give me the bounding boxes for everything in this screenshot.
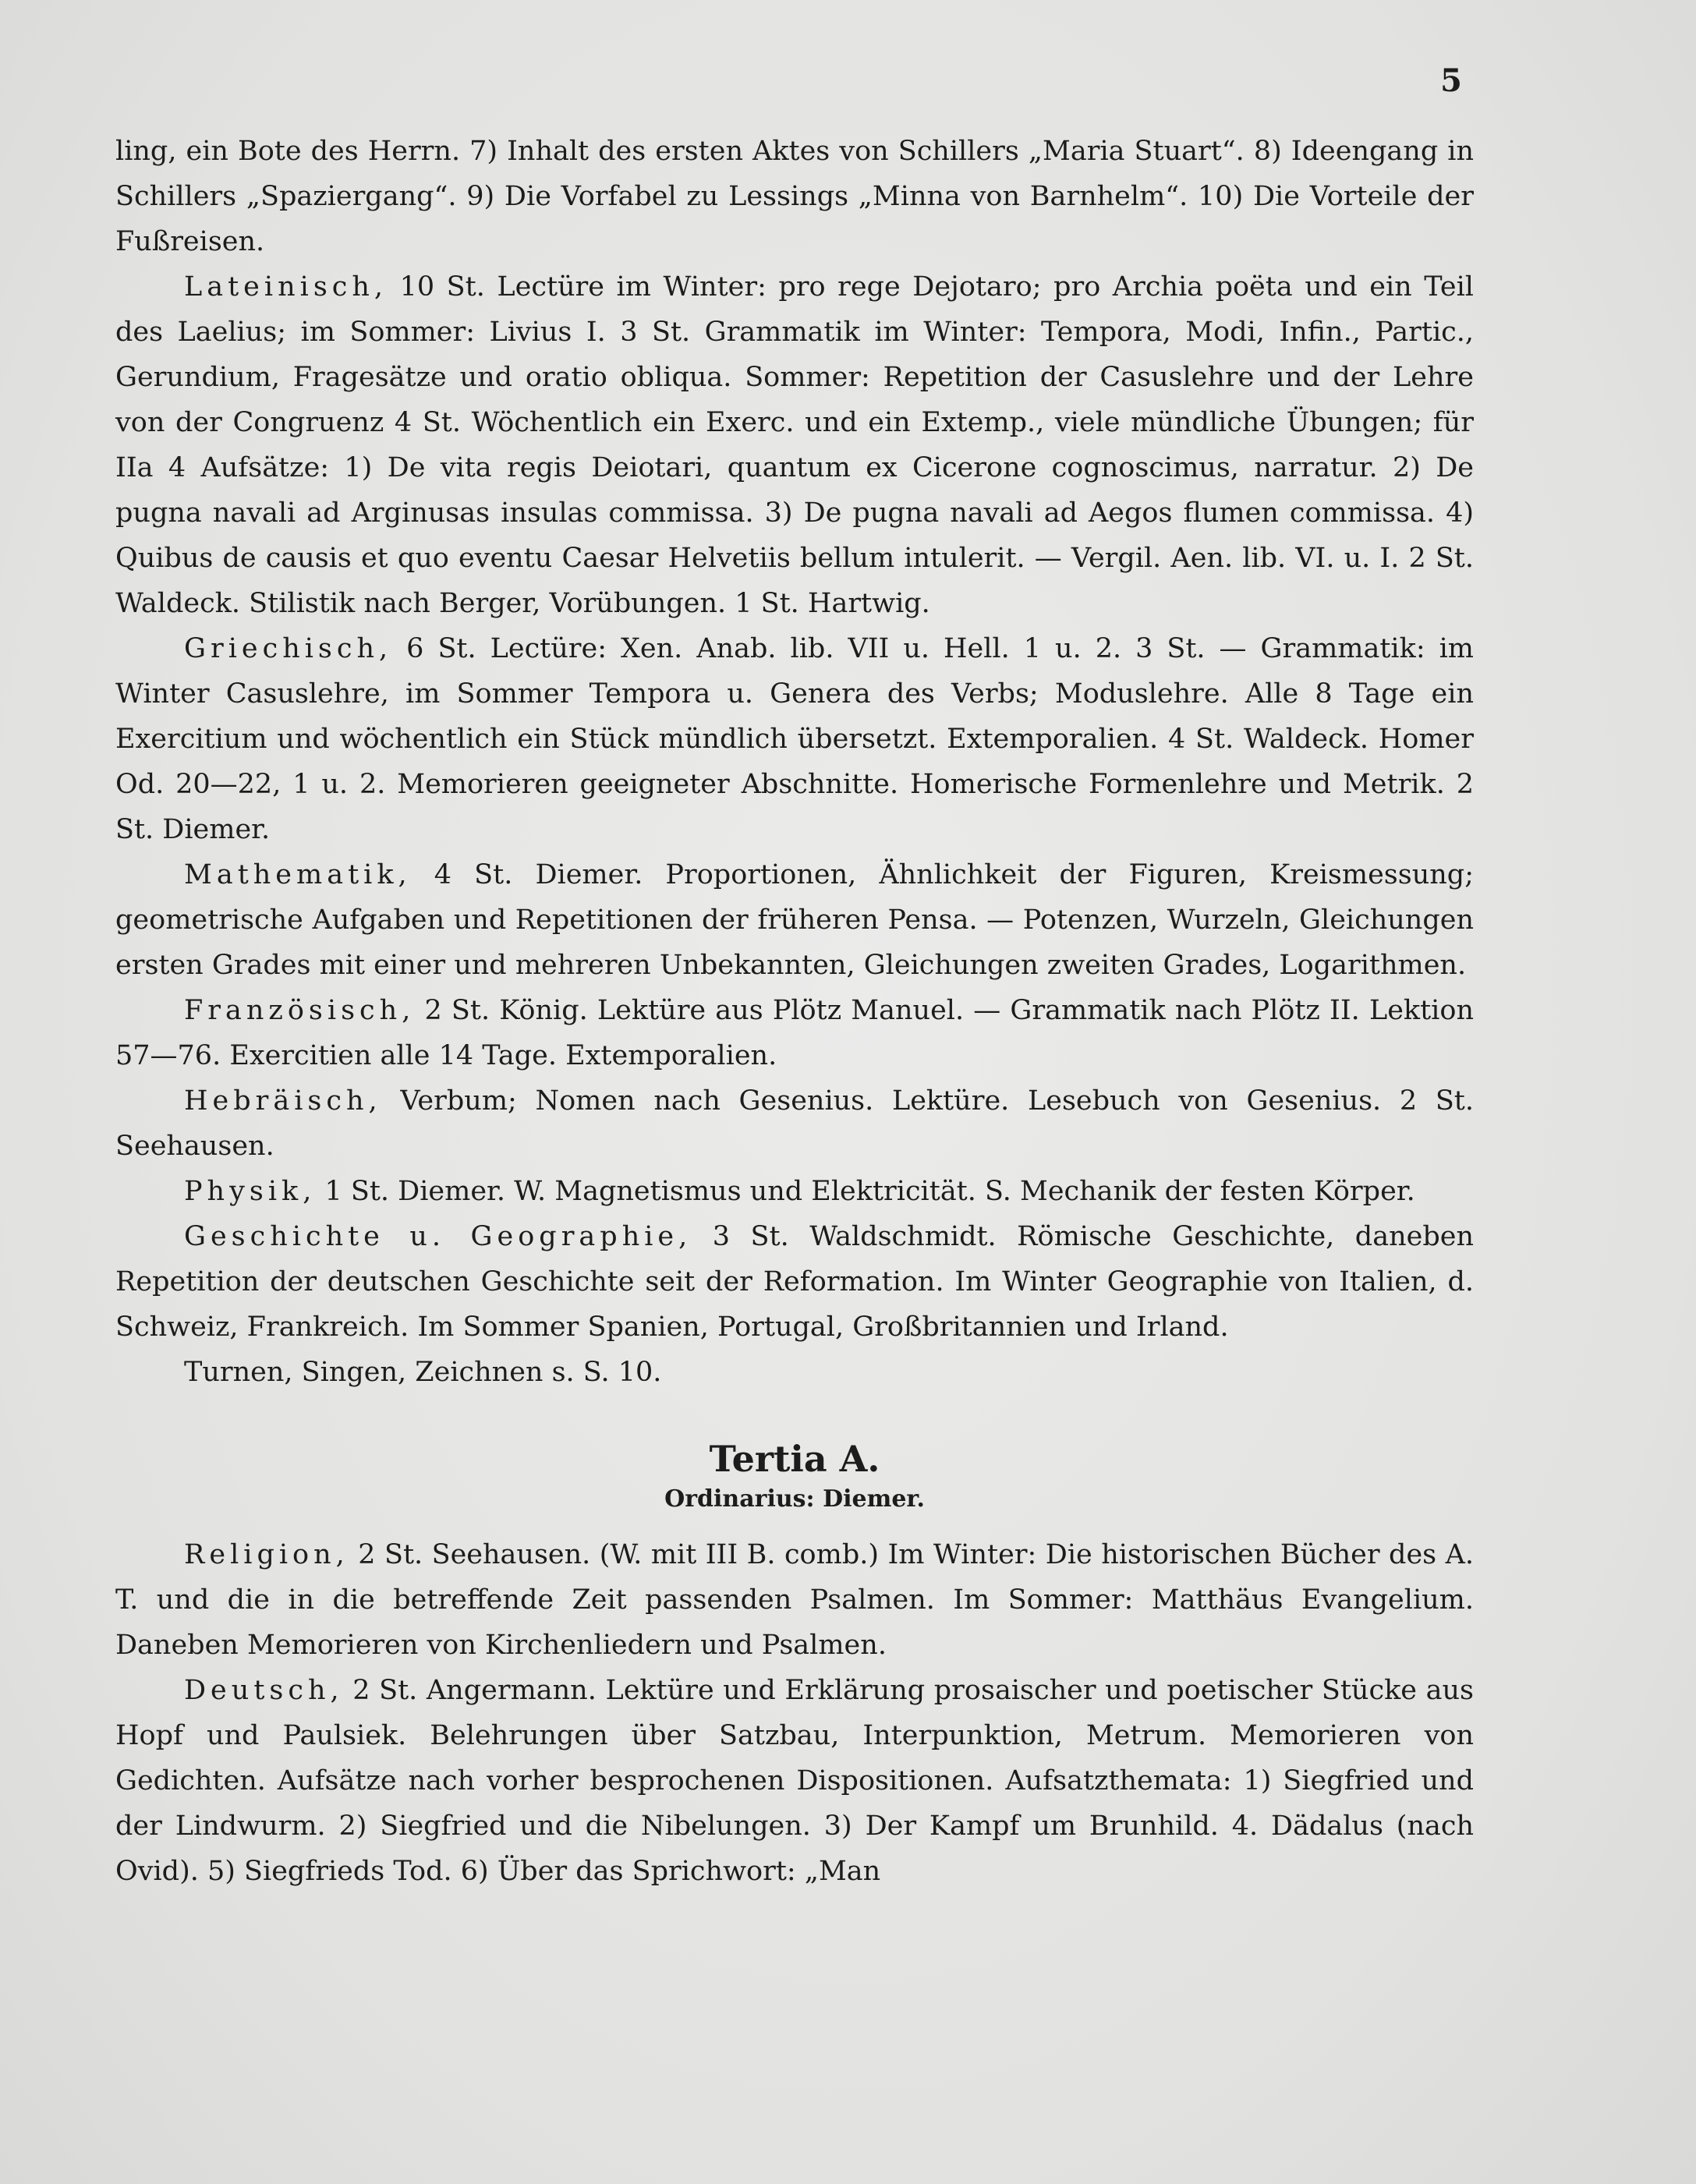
paragraph-religion: [115, 1532, 1474, 1668]
paragraph-greek: [115, 626, 1474, 852]
paragraph-french: [115, 988, 1474, 1078]
paragraph-physics: [115, 1169, 1474, 1214]
subject-heading: Physik,: [184, 1176, 317, 1207]
paragraph-latin: [115, 264, 1474, 626]
paragraph-text: 2 St. Seehausen. (W. mit III B. comb.) Im Winter: Die historischen Bücher des A. T. und die in die betreffende Zeit passenden Psalmen. Im Sommer: Matthäus Evangelium. Daneben Memorieren von Kirchenliedern und Psalmen.: [115, 1539, 1474, 1661]
paragraph-text: 1 St. Diemer. W. Magnetismus und Elektricität. S. Mechanik der festen Körper.: [316, 1176, 1415, 1207]
paragraph-text: 3 St. Waldschmidt. Römische Geschichte, daneben Repetition der deutschen Geschichte seit der Reformation. Im Winter Geographie von Italien, d. Schweiz, Frankreich. Im Sommer Spanien, Portugal, Großbritannien und Irland.: [115, 1221, 1474, 1343]
paragraph-text: Verbum; Nomen nach Gesenius. Lektüre. Lesebuch von Gesenius. 2 St. Seehausen.: [115, 1085, 1474, 1162]
subject-heading: Französisch,: [184, 995, 416, 1026]
subject-heading: Religion,: [184, 1539, 349, 1570]
paragraph-continuation: [115, 129, 1474, 264]
paragraph-text: Turnen, Singen, Zeichnen s. S. 10.: [184, 1357, 662, 1388]
paragraph-text: 2 St. König. Lektüre aus Plötz Manuel. — Grammatik nach Plötz II. Lektion 57—76. Exercitien alle 14 Tage. Extemporalien.: [115, 995, 1474, 1071]
paragraph-hebrew: [115, 1078, 1474, 1169]
subject-heading: Griechisch,: [184, 633, 393, 664]
subject-heading: Hebräisch,: [184, 1085, 382, 1117]
section-title: Tertia A.: [709, 1438, 880, 1480]
paragraph-mathematics: [115, 852, 1474, 988]
subject-heading: Geschichte u. Geographie,: [184, 1221, 692, 1252]
subject-heading: Mathematik,: [184, 859, 412, 890]
subject-heading: Deutsch,: [184, 1675, 344, 1706]
paragraph-turnen: [115, 1350, 1474, 1395]
subject-heading: Lateinisch,: [184, 271, 388, 303]
paragraph-text: 10 St. Lectüre im Winter: pro rege Dejotaro; pro Archia poëta und ein Teil des Laelius; im Sommer: Livius I. 3 St. Grammatik im Winter: Tempora, Modi, Infin., Partic., Gerundium, Fragesätze und oratio obliqua. Sommer: Repetition der Casuslehre und der Lehre von der Congruenz 4 St. Wöchentlich ein Exerc. und ein Extemp., viele mündliche Übungen; für IIa 4 Aufsätze: 1) De vita regis Deiotari, quantum ex Cicerone cognoscimus, narratur. 2) De pugna navali ad Arginusas insulas commissa. 3) De pugna navali ad Aegos flumen commissa. 4) Quibus de causis et quo eventu Caesar Helvetiis bellum intulerit. — Vergil. Aen. lib. VI. u. I. 2 St. Waldeck. Stilistik nach Berger, Vorübungen. 1 St. Hartwig.: [115, 271, 1474, 619]
body-text: [115, 129, 1474, 1894]
paragraph-text: 6 St. Lectüre: Xen. Anab. lib. VII u. Hell. 1 u. 2. 3 St. — Grammatik: im Winter Casuslehre, im Sommer Tempora u. Genera des Verbs; Moduslehre. Alle 8 Tage ein Exercitium und wöchentlich ein Stück mündlich übersetzt. Extemporalien. 4 St. Waldeck. Homer Od. 20—22, 1 u. 2. Memorieren geeigneter Abschnitte. Homerische Formenlehre und Metrik. 2 St. Diemer.: [115, 633, 1474, 845]
paragraph-text: ling, ein Bote des Herrn. 7) Inhalt des ersten Aktes von Schillers „Maria Stuart“. 8) Ideengang in Schillers „Spaziergang“. 9) Die Vorfabel zu Lessings „Minna von Barnhelm“. 10) Die Vorteile der Fußreisen.: [115, 136, 1474, 257]
paragraph-german: [115, 1668, 1474, 1894]
paragraph-text: 4 St. Diemer. Proportionen, Ähnlichkeit der Figuren, Kreismessung; geometrische Aufgaben und Repetitionen der früheren Pensa. — Potenzen, Wurzeln, Gleichungen ersten Grades mit einer und mehreren Unbekannten, Gleichungen zweiten Grades, Logarithmen.: [115, 859, 1474, 981]
section-subtitle: Ordinarius: Diemer.: [664, 1485, 925, 1513]
paragraph-text: 2 St. Angermann. Lektüre und Erklärung prosaischer und poetischer Stücke aus Hopf und Paulsiek. Belehrungen über Satzbau, Interpunktion, Metrum. Memorieren von Gedichten. Aufsätze nach vorher besprochenen Dispositionen. Aufsatzthemata: 1) Siegfried und der Lindwurm. 2) Siegfried und die Nibelungen. 3) Der Kampf um Brunhild. 4. Dädalus (nach Ovid). 5) Siegfrieds Tod. 6) Über das Sprichwort: „Man: [115, 1675, 1474, 1887]
page-number: 5: [1440, 62, 1462, 99]
paragraph-history-geography: [115, 1214, 1474, 1350]
